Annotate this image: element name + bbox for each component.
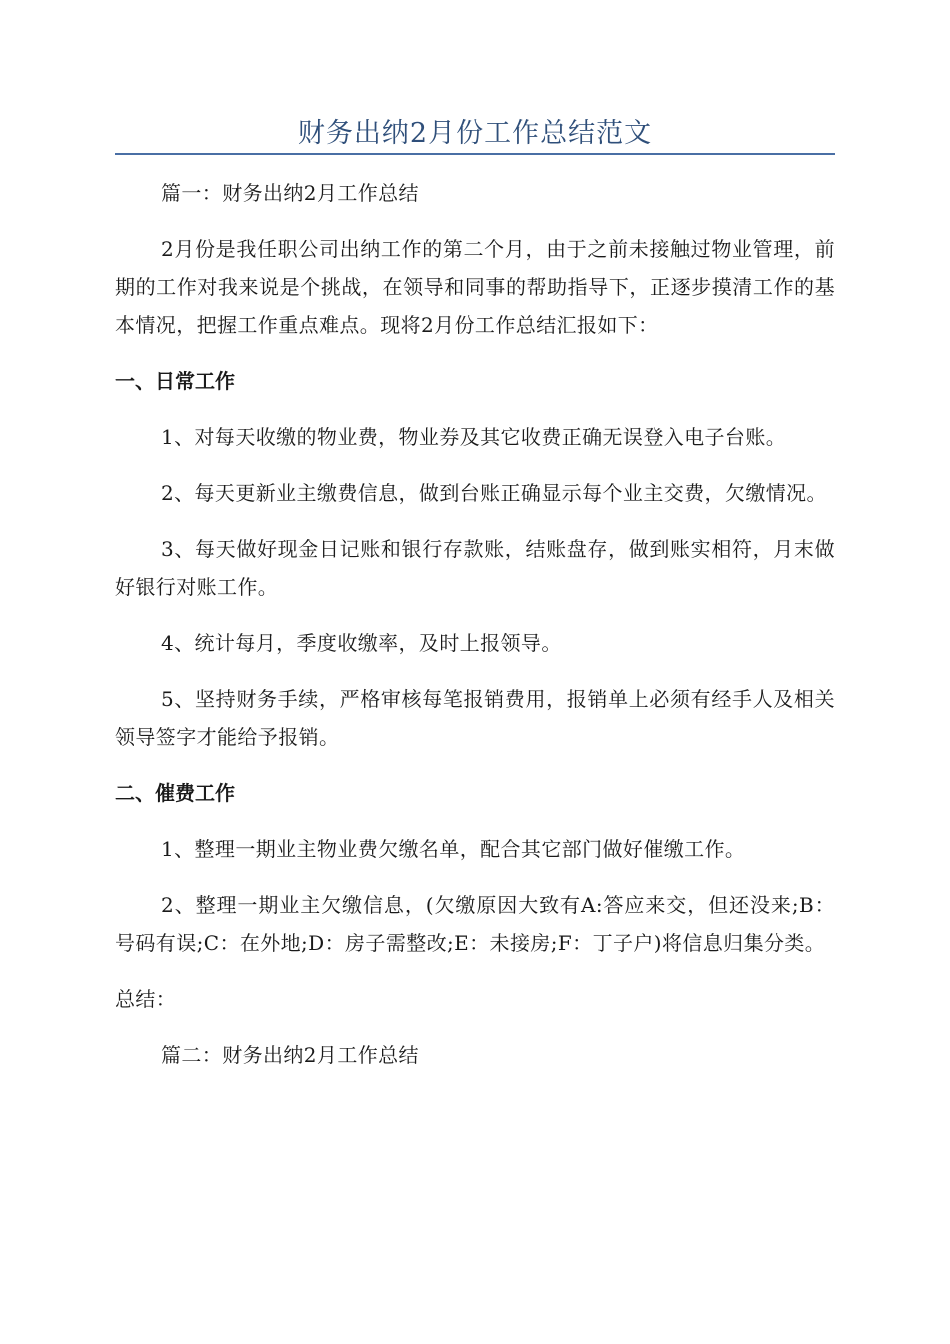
section-intro-label: 篇一：财务出纳2月工作总结 [161, 181, 419, 205]
document-title: 财务出纳2月份工作总结范文 [297, 118, 653, 149]
list-item: 1、对每天收缴的物业费，物业券及其它收费正确无误登入电子台账。 [161, 425, 787, 449]
title-underline [115, 153, 835, 155]
section-two-label: 篇二：财务出纳2月工作总结 [161, 1043, 419, 1067]
list-item: 1、整理一期业主物业费欠缴名单，配合其它部门做好催缴工作。 [161, 837, 746, 861]
summary-label: 总结： [115, 987, 177, 1011]
heading-daily-work: 一、日常工作 [115, 369, 235, 393]
list-item: 4、统计每月，季度收缴率，及时上报领导。 [161, 631, 562, 655]
list-item: 5、坚持财务手续，严格审核每笔报销费用，报销单上必须有经手人及相关领导签字才能给予报销。 [115, 687, 835, 749]
document-body [115, 174, 835, 1092]
heading-fee-collection: 二、催费工作 [115, 781, 235, 805]
intro-paragraph: 2月份是我任职公司出纳工作的第二个月，由于之前未接触过物业管理，前期的工作对我来说是个挑战，在领导和同事的帮助指导下，正逐步摸清工作的基本情况，把握工作重点难点。现将2月份工作总结汇报如下： [115, 237, 835, 337]
list-item: 2、整理一期业主欠缴信息，(欠缴原因大致有A:答应来交，但还没来;B：号码有误;C：在外地;D：房子需整改;E：未接房;F：丁子户)将信息归集分类。 [115, 893, 835, 955]
list-item: 2、每天更新业主缴费信息，做到台账正确显示每个业主交费，欠缴情况。 [161, 481, 827, 505]
list-item: 3、每天做好现金日记账和银行存款账，结账盘存，做到账实相符，月末做好银行对账工作。 [115, 537, 835, 599]
